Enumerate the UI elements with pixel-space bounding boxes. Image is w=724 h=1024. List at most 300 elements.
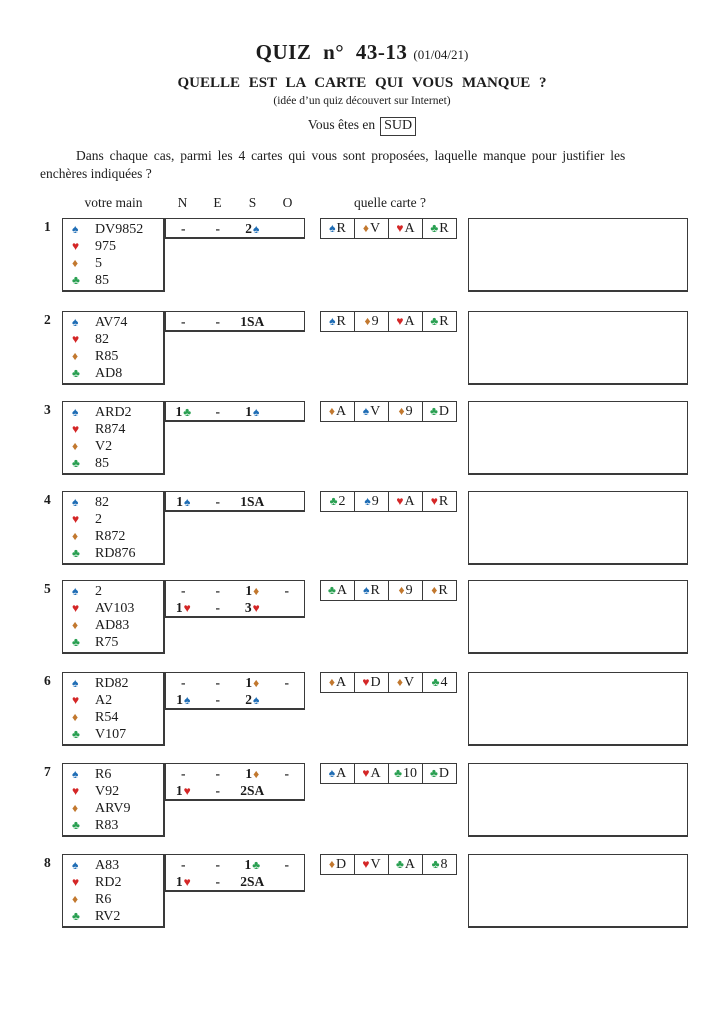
card-rank: R (370, 582, 380, 598)
diamond-icon: ♦ (431, 583, 438, 597)
diamond-icon: ♦ (72, 256, 79, 270)
hand-cards: 2 (95, 511, 102, 527)
card-choice (422, 763, 457, 784)
club-icon: ♣ (72, 273, 80, 287)
spade-icon: ♠ (329, 221, 336, 235)
hand-cards: R872 (95, 528, 126, 544)
hand-suit-line (72, 511, 163, 528)
bid-cell (201, 766, 236, 782)
card-choice (320, 854, 355, 875)
card-rank: 2 (338, 493, 346, 509)
bid-line (166, 873, 304, 890)
bid-cell (166, 494, 201, 510)
row-number: 7 (44, 764, 51, 779)
hand-suit-line (72, 891, 163, 908)
hand-cards: R54 (95, 709, 119, 725)
hand-suit-line (72, 438, 163, 455)
card-rank: 4 (440, 674, 448, 690)
hand-cards: R83 (95, 817, 119, 833)
card-choice (422, 854, 457, 875)
card-rank: R (439, 220, 449, 236)
bid-cell (201, 874, 236, 890)
bid-text: - (215, 220, 220, 236)
position-value-box: SUD (380, 117, 416, 136)
hand-box (62, 672, 165, 746)
hand-cards: AD83 (95, 617, 130, 633)
intro-text-line2: enchères indiquées ? (40, 166, 152, 181)
hand-suit-line (72, 545, 163, 562)
card-rank: D (438, 403, 449, 419)
bid-text: 1 (176, 691, 183, 707)
hand-box (62, 218, 165, 292)
bid-text: - (215, 856, 220, 872)
heart-icon: ♥ (362, 675, 370, 689)
bidding-box (165, 580, 305, 618)
spade-icon: ♠ (252, 404, 260, 419)
diamond-icon: ♦ (72, 529, 79, 543)
club-icon: ♣ (431, 675, 440, 689)
hand-cards: 85 (95, 455, 109, 471)
hand-suit-line (72, 709, 163, 726)
bid-text: - (284, 856, 289, 872)
hand-suit-line (72, 726, 163, 743)
hand-cards: 975 (95, 238, 116, 254)
spade-icon: ♠ (72, 222, 79, 236)
spade-icon: ♠ (329, 314, 336, 328)
bid-text: 1 (245, 674, 253, 690)
heart-icon: ♥ (72, 332, 80, 346)
hand-suit-line (72, 365, 163, 382)
bid-text: - (284, 582, 289, 598)
hand-suit-line (72, 255, 163, 272)
row-number: 2 (44, 312, 51, 327)
bid-line (166, 313, 304, 330)
bid-text: 1SA (240, 313, 265, 329)
heart-icon: ♥ (72, 422, 80, 436)
bid-text: - (181, 582, 186, 598)
hand-suit-line (72, 238, 163, 255)
bid-text: - (215, 582, 220, 598)
bid-text: 1 (245, 582, 253, 598)
hand-box (62, 854, 165, 928)
quiz-date: (01/04/21) (413, 47, 469, 62)
hand-cards: 5 (95, 255, 102, 271)
heart-icon: ♥ (183, 783, 191, 798)
card-rank: R (336, 313, 346, 329)
card-choice (354, 491, 389, 512)
hand-suit-line (72, 857, 163, 874)
card-choice (388, 218, 423, 239)
bid-text: 1SA (240, 493, 265, 509)
column-header-hand: votre main (84, 195, 143, 210)
answer-box (468, 580, 688, 654)
card-choice (354, 580, 389, 601)
card-rank: A (404, 220, 415, 236)
bid-text: 1 (175, 403, 183, 419)
bid-text: 2SA (240, 873, 265, 889)
hand-cards: 2 (95, 583, 102, 599)
hand-suit-line (72, 221, 163, 238)
bid-text: - (181, 765, 186, 781)
card-rank: 9 (405, 403, 413, 419)
card-rank: D (370, 674, 381, 690)
bid-cell (235, 692, 270, 708)
bidding-box (165, 854, 305, 892)
bid-cell (270, 583, 305, 599)
hand-cards: V107 (95, 726, 127, 742)
hand-suit-line (72, 817, 163, 834)
seat-header-south: S (248, 195, 257, 210)
card-choice (388, 672, 423, 693)
heart-icon: ♥ (72, 784, 80, 798)
bid-cell (235, 583, 270, 599)
card-choice (388, 491, 423, 512)
hand-suit-line (72, 331, 163, 348)
card-choices (320, 854, 457, 875)
heart-icon: ♥ (72, 693, 80, 707)
answer-box (468, 491, 688, 565)
bid-cell (201, 675, 236, 691)
hand-suit-line (72, 314, 163, 331)
seat-header-east: E (213, 195, 222, 210)
bid-line (166, 599, 304, 616)
card-choice (320, 311, 355, 332)
bid-line (166, 674, 304, 691)
hand-suit-line (72, 455, 163, 472)
club-icon: ♣ (431, 857, 440, 871)
bid-cell (166, 583, 201, 599)
bid-cell (166, 783, 201, 799)
bidding-box (165, 672, 305, 710)
bid-cell (235, 783, 270, 799)
heart-icon: ♥ (252, 600, 260, 615)
hand-suit-line (72, 617, 163, 634)
hand-cards: R6 (95, 766, 112, 782)
bid-cell (270, 766, 305, 782)
card-rank: A (336, 403, 347, 419)
hand-suit-line (72, 634, 163, 651)
row-number: 5 (44, 581, 51, 596)
club-icon: ♣ (72, 366, 80, 380)
card-rank: V (370, 220, 381, 236)
bid-cell (166, 857, 201, 873)
bid-text: 1 (175, 873, 183, 889)
diamond-icon: ♦ (72, 349, 79, 363)
heart-icon: ♥ (396, 221, 404, 235)
card-choice (388, 401, 423, 422)
heart-icon: ♥ (362, 857, 370, 871)
card-choice (320, 491, 355, 512)
bid-cell (166, 692, 201, 708)
diamond-icon: ♦ (396, 675, 403, 689)
answer-box (468, 672, 688, 746)
bid-text: - (215, 674, 220, 690)
row-number: 4 (44, 492, 51, 507)
hand-suit-line (72, 583, 163, 600)
hand-suit-line (72, 600, 163, 617)
card-rank: A (404, 493, 415, 509)
bid-text: 2 (245, 691, 252, 707)
hand-cards: RD876 (95, 545, 136, 561)
hand-cards: 82 (95, 331, 109, 347)
bid-cell (166, 874, 201, 890)
hand-suit-line (72, 783, 163, 800)
bid-text: 1 (175, 782, 183, 798)
diamond-icon: ♦ (362, 221, 369, 235)
card-choices (320, 763, 457, 784)
bidding-box (165, 218, 305, 239)
card-rank: A (370, 765, 381, 781)
diamond-icon: ♦ (72, 892, 79, 906)
answer-box (468, 311, 688, 385)
hand-cards: ARV9 (95, 800, 131, 816)
bid-text: - (181, 313, 186, 329)
bid-text: - (215, 873, 220, 889)
diamond-icon: ♦ (398, 404, 405, 418)
card-choice (320, 218, 355, 239)
diamond-icon: ♦ (253, 583, 260, 598)
heart-icon: ♥ (430, 494, 438, 508)
heart-icon: ♥ (362, 766, 370, 780)
bid-line (166, 856, 304, 873)
bid-cell (201, 404, 236, 420)
club-icon: ♣ (394, 766, 402, 780)
hand-suit-line (72, 800, 163, 817)
club-icon: ♣ (396, 857, 404, 871)
bid-cell (235, 766, 270, 782)
hand-suit-line (72, 692, 163, 709)
card-choice (354, 218, 389, 239)
bid-line (166, 691, 304, 708)
bid-cell (201, 692, 236, 708)
seat-header-west: O (282, 195, 293, 210)
diamond-icon: ♦ (72, 710, 79, 724)
card-rank: D (438, 765, 449, 781)
card-choice (422, 401, 457, 422)
card-choice (354, 854, 389, 875)
hand-cards: A2 (95, 692, 113, 708)
bid-text: 1 (245, 403, 252, 419)
hand-cards: ARD2 (95, 404, 132, 420)
hand-cards: V2 (95, 438, 113, 454)
answer-box (468, 854, 688, 928)
spade-icon: ♠ (72, 584, 79, 598)
club-icon: ♣ (72, 909, 80, 923)
bid-cell (166, 600, 201, 616)
hand-cards: DV9852 (95, 221, 144, 237)
card-choices (320, 311, 457, 332)
spade-icon: ♠ (362, 404, 370, 418)
bid-cell (235, 857, 270, 873)
bid-cell (166, 766, 201, 782)
card-choice (422, 580, 457, 601)
bid-cell (235, 404, 270, 420)
bid-text: - (215, 691, 220, 707)
bid-text: - (284, 674, 289, 690)
card-rank: R (336, 220, 346, 236)
club-icon: ♣ (430, 766, 438, 780)
diamond-icon: ♦ (364, 314, 371, 328)
card-choice (354, 763, 389, 784)
club-icon: ♣ (252, 857, 261, 872)
heart-icon: ♥ (396, 314, 404, 328)
row-number: 6 (44, 673, 51, 688)
card-choice (388, 854, 423, 875)
card-choices (320, 580, 457, 601)
club-icon: ♣ (430, 221, 439, 235)
answer-box (468, 401, 688, 475)
card-choice (320, 580, 355, 601)
hand-suit-line (72, 528, 163, 545)
bidding-box (165, 491, 305, 512)
bidding-box (165, 401, 305, 422)
hand-cards: RD82 (95, 675, 129, 691)
card-rank: A (404, 313, 415, 329)
heart-icon: ♥ (72, 239, 80, 253)
club-icon: ♣ (183, 404, 192, 419)
diamond-icon: ♦ (253, 675, 260, 690)
diamond-icon: ♦ (72, 801, 79, 815)
hand-box (62, 401, 165, 475)
seat-header-north: N (177, 195, 188, 210)
hand-cards: R874 (95, 421, 126, 437)
card-choice (422, 672, 457, 693)
card-rank: R (438, 582, 448, 598)
spade-icon: ♠ (72, 858, 79, 872)
hand-suit-line (72, 675, 163, 692)
bid-text: - (215, 782, 220, 798)
card-rank: 10 (402, 765, 417, 781)
hand-cards: AV103 (95, 600, 135, 616)
bid-text: 2 (245, 220, 252, 236)
spade-icon: ♠ (364, 494, 371, 508)
hand-cards: 82 (95, 494, 109, 510)
diamond-icon: ♦ (328, 857, 335, 871)
diamond-icon: ♦ (72, 618, 79, 632)
bid-text: - (181, 220, 186, 236)
heart-icon: ♥ (72, 512, 80, 526)
card-rank: 9 (371, 313, 379, 329)
bid-cell (270, 857, 305, 873)
card-rank: A (336, 582, 347, 598)
heart-icon: ♥ (72, 875, 80, 889)
card-rank: A (404, 856, 415, 872)
position-label: Vous êtes en (307, 117, 376, 132)
card-choice (354, 401, 389, 422)
club-icon: ♣ (72, 456, 80, 470)
card-choices (320, 672, 457, 693)
card-choice (422, 491, 457, 512)
bid-text: - (215, 313, 220, 329)
spade-icon: ♠ (183, 494, 191, 509)
heart-icon: ♥ (72, 601, 80, 615)
bid-text: - (181, 856, 186, 872)
quiz-subtitle: QUELLE EST LA CARTE QUI VOUS MANQUE ? (177, 75, 547, 91)
bid-cell (201, 783, 236, 799)
club-icon: ♣ (329, 494, 338, 508)
hand-cards: R75 (95, 634, 119, 650)
card-choices (320, 218, 457, 239)
spade-icon: ♠ (72, 767, 79, 781)
spade-icon: ♠ (363, 583, 370, 597)
hand-suit-line (72, 494, 163, 511)
answer-box (468, 763, 688, 837)
club-icon: ♣ (72, 635, 80, 649)
bid-cell (235, 221, 270, 237)
row-number: 3 (44, 402, 51, 417)
card-rank: 9 (371, 493, 379, 509)
answer-box (468, 218, 688, 292)
bid-text: - (215, 765, 220, 781)
column-header-question: quelle carte ? (354, 195, 426, 210)
column-header-seats (165, 195, 305, 211)
bidding-box (165, 763, 305, 801)
hand-box (62, 763, 165, 837)
bid-text: 1 (176, 493, 183, 509)
bid-cell (201, 314, 236, 330)
card-choice (320, 401, 355, 422)
card-rank: V (370, 856, 381, 872)
card-choices (320, 491, 457, 512)
bid-text: - (215, 599, 220, 615)
bid-cell (235, 314, 270, 330)
card-rank: V (370, 403, 381, 419)
diamond-icon: ♦ (328, 675, 335, 689)
bid-cell (270, 675, 305, 691)
card-choice (320, 763, 355, 784)
row-number: 1 (44, 219, 51, 234)
bid-line (166, 782, 304, 799)
quiz-subtitle-note: (idée d’un quiz découvert sur Internet) (273, 95, 451, 107)
bid-text: - (181, 674, 186, 690)
card-rank: A (336, 765, 347, 781)
hand-cards: A83 (95, 857, 120, 873)
card-rank: 8 (440, 856, 448, 872)
hand-suit-line (72, 404, 163, 421)
card-choice (422, 218, 457, 239)
heart-icon: ♥ (183, 874, 191, 889)
diamond-icon: ♦ (253, 766, 260, 781)
club-icon: ♣ (328, 583, 336, 597)
card-choice (388, 311, 423, 332)
bid-text: - (215, 403, 220, 419)
bid-text: 1 (245, 765, 253, 781)
row-number: 8 (44, 855, 51, 870)
bid-text: 2SA (240, 782, 265, 798)
bid-cell (201, 857, 236, 873)
hand-cards: R6 (95, 891, 112, 907)
bid-line (166, 493, 304, 510)
bid-cell (166, 314, 201, 330)
card-choice (388, 580, 423, 601)
bid-text: 3 (244, 599, 252, 615)
bid-cell (235, 675, 270, 691)
bid-cell (235, 600, 270, 616)
hand-suit-line (72, 272, 163, 289)
heart-icon: ♥ (183, 600, 191, 615)
spade-icon: ♠ (72, 315, 79, 329)
diamond-icon: ♦ (72, 439, 79, 453)
card-rank: D (336, 856, 347, 872)
bid-cell (201, 221, 236, 237)
diamond-icon: ♦ (398, 583, 405, 597)
quiz-title: QUIZ n° 43-13 (255, 40, 408, 64)
hand-suit-line (72, 908, 163, 925)
hand-suit-line (72, 766, 163, 783)
spade-icon: ♠ (252, 221, 260, 236)
card-rank: R (439, 313, 449, 329)
spade-icon: ♠ (328, 766, 336, 780)
